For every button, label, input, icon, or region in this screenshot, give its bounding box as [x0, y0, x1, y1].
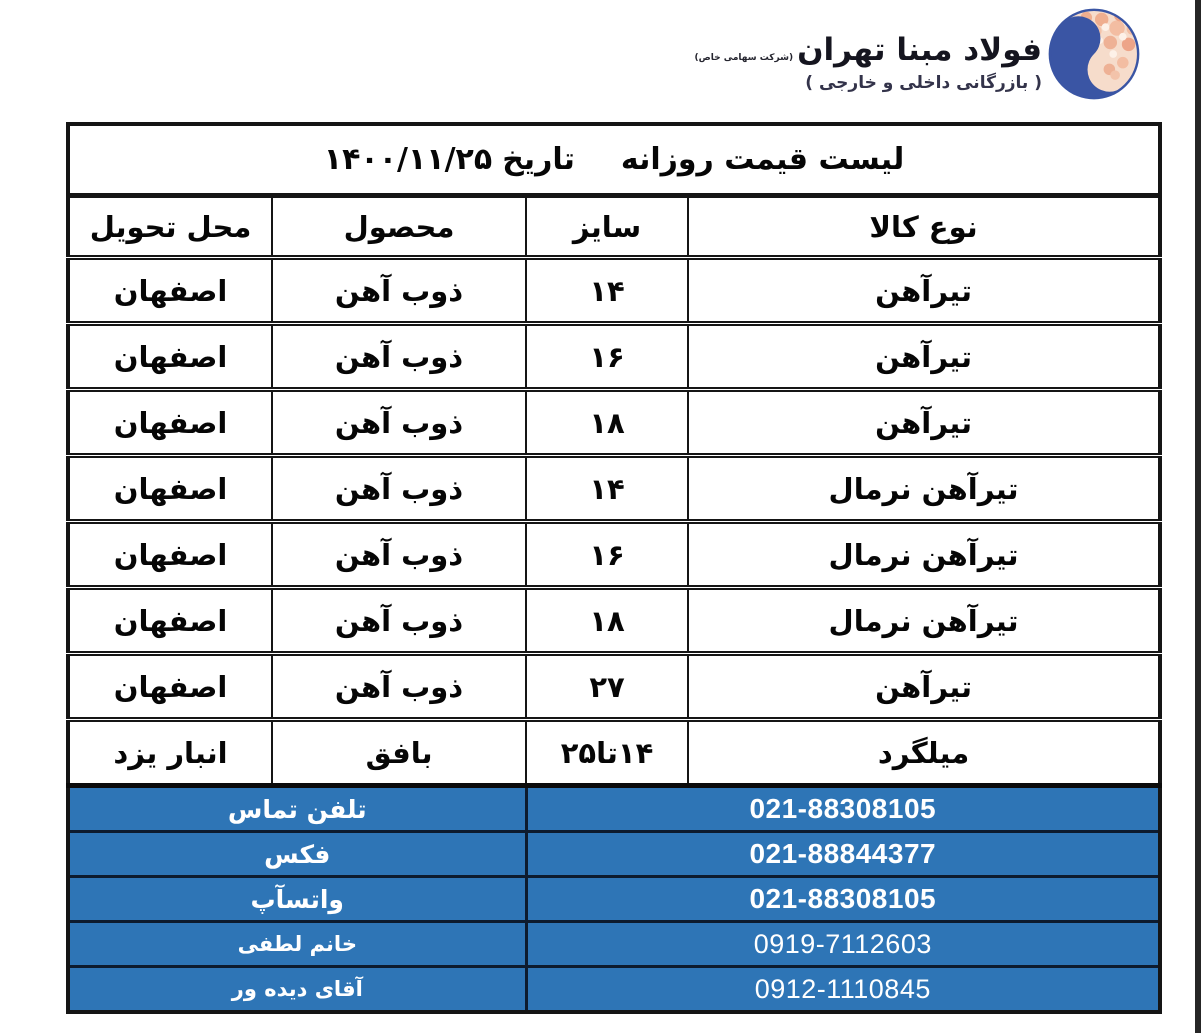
- delivery-cell: اصفهان: [68, 588, 272, 654]
- product-type-cell: تیرآهن نرمال: [688, 522, 1160, 588]
- price-row: [68, 324, 1160, 390]
- header-row: [68, 196, 1160, 258]
- price-row: [68, 522, 1160, 588]
- delivery-cell: اصفهان: [68, 522, 272, 588]
- delivery-cell: انبار یزد: [68, 720, 272, 786]
- contact-row-phone: [68, 786, 1160, 832]
- size-cell: ۱۴تا۲۵: [526, 720, 688, 786]
- contact-label: واتسآپ: [68, 877, 526, 922]
- date-value: ۱۴۰۰/۱۱/۲۵: [323, 142, 493, 177]
- producer-cell: ذوب آهن: [272, 588, 526, 654]
- product-type-cell: تیرآهن نرمال: [688, 456, 1160, 522]
- size-cell: ۱۶: [526, 324, 688, 390]
- delivery-cell: اصفهان: [68, 390, 272, 456]
- delivery-cell: اصفهان: [68, 258, 272, 324]
- producer-cell: ذوب آهن: [272, 390, 526, 456]
- daily-price-table: [66, 122, 1162, 1014]
- size-cell: ۱۴: [526, 258, 688, 324]
- contact-row-fax: [68, 832, 1160, 877]
- company-name: فولاد مبنا تهران: [797, 32, 1042, 68]
- producer-cell: ذوب آهن: [272, 654, 526, 720]
- size-cell: ۱۴: [526, 456, 688, 522]
- price-row: [68, 390, 1160, 456]
- contact-row-whatsapp: [68, 877, 1160, 922]
- contact-label: خانم لطفی: [68, 922, 526, 967]
- column-header-type: نوع کالا: [688, 196, 1160, 258]
- producer-cell: بافق: [272, 720, 526, 786]
- contact-value: 0919-7112603: [526, 922, 1160, 967]
- producer-cell: ذوب آهن: [272, 324, 526, 390]
- contact-value: 021-88844377: [526, 832, 1160, 877]
- contact-label: تلفن تماس: [68, 786, 526, 832]
- title-row: [68, 124, 1160, 196]
- delivery-cell: اصفهان: [68, 324, 272, 390]
- price-list-title: لیست قیمت روزانه: [620, 142, 905, 177]
- price-list-date: [324, 142, 575, 177]
- logo-text-block: [694, 32, 1042, 93]
- yin-yang-logo-icon: [1046, 6, 1142, 102]
- producer-cell: ذوب آهن: [272, 456, 526, 522]
- company-type: (شرکت سهامی خاص): [694, 53, 794, 63]
- product-type-cell: تیرآهن: [688, 390, 1160, 456]
- price-row: [68, 720, 1160, 786]
- column-header-product: محصول: [272, 196, 526, 258]
- size-cell: ۱۸: [526, 390, 688, 456]
- size-cell: ۱۶: [526, 522, 688, 588]
- company-subtitle: ( بازرگانی داخلی و خارجی ): [805, 73, 1042, 93]
- contact-value: 0912-1110845: [526, 967, 1160, 1013]
- size-cell: ۱۸: [526, 588, 688, 654]
- column-header-size: سایز: [526, 196, 688, 258]
- contact-value: 021-88308105: [526, 877, 1160, 922]
- producer-cell: ذوب آهن: [272, 522, 526, 588]
- contact-row-ms-lotfi: [68, 922, 1160, 967]
- product-type-cell: تیرآهن: [688, 258, 1160, 324]
- contact-label: فکس: [68, 832, 526, 877]
- date-label: تاریخ: [502, 142, 575, 177]
- product-type-cell: تیرآهن: [688, 654, 1160, 720]
- contact-label: آقای دیده ور: [68, 967, 526, 1013]
- producer-cell: ذوب آهن: [272, 258, 526, 324]
- price-row: [68, 654, 1160, 720]
- scan-edge-artifact: [1195, 0, 1201, 1033]
- price-row: [68, 456, 1160, 522]
- contact-row-mr-didehvar: [68, 967, 1160, 1013]
- column-header-delivery: محل تحویل: [68, 196, 272, 258]
- delivery-cell: اصفهان: [68, 654, 272, 720]
- price-row: [68, 258, 1160, 324]
- contact-value: 021-88308105: [526, 786, 1160, 832]
- product-type-cell: تیرآهن: [688, 324, 1160, 390]
- size-cell: ۲۷: [526, 654, 688, 720]
- product-type-cell: میلگرد: [688, 720, 1160, 786]
- delivery-cell: اصفهان: [68, 456, 272, 522]
- product-type-cell: تیرآهن نرمال: [688, 588, 1160, 654]
- price-row: [68, 588, 1160, 654]
